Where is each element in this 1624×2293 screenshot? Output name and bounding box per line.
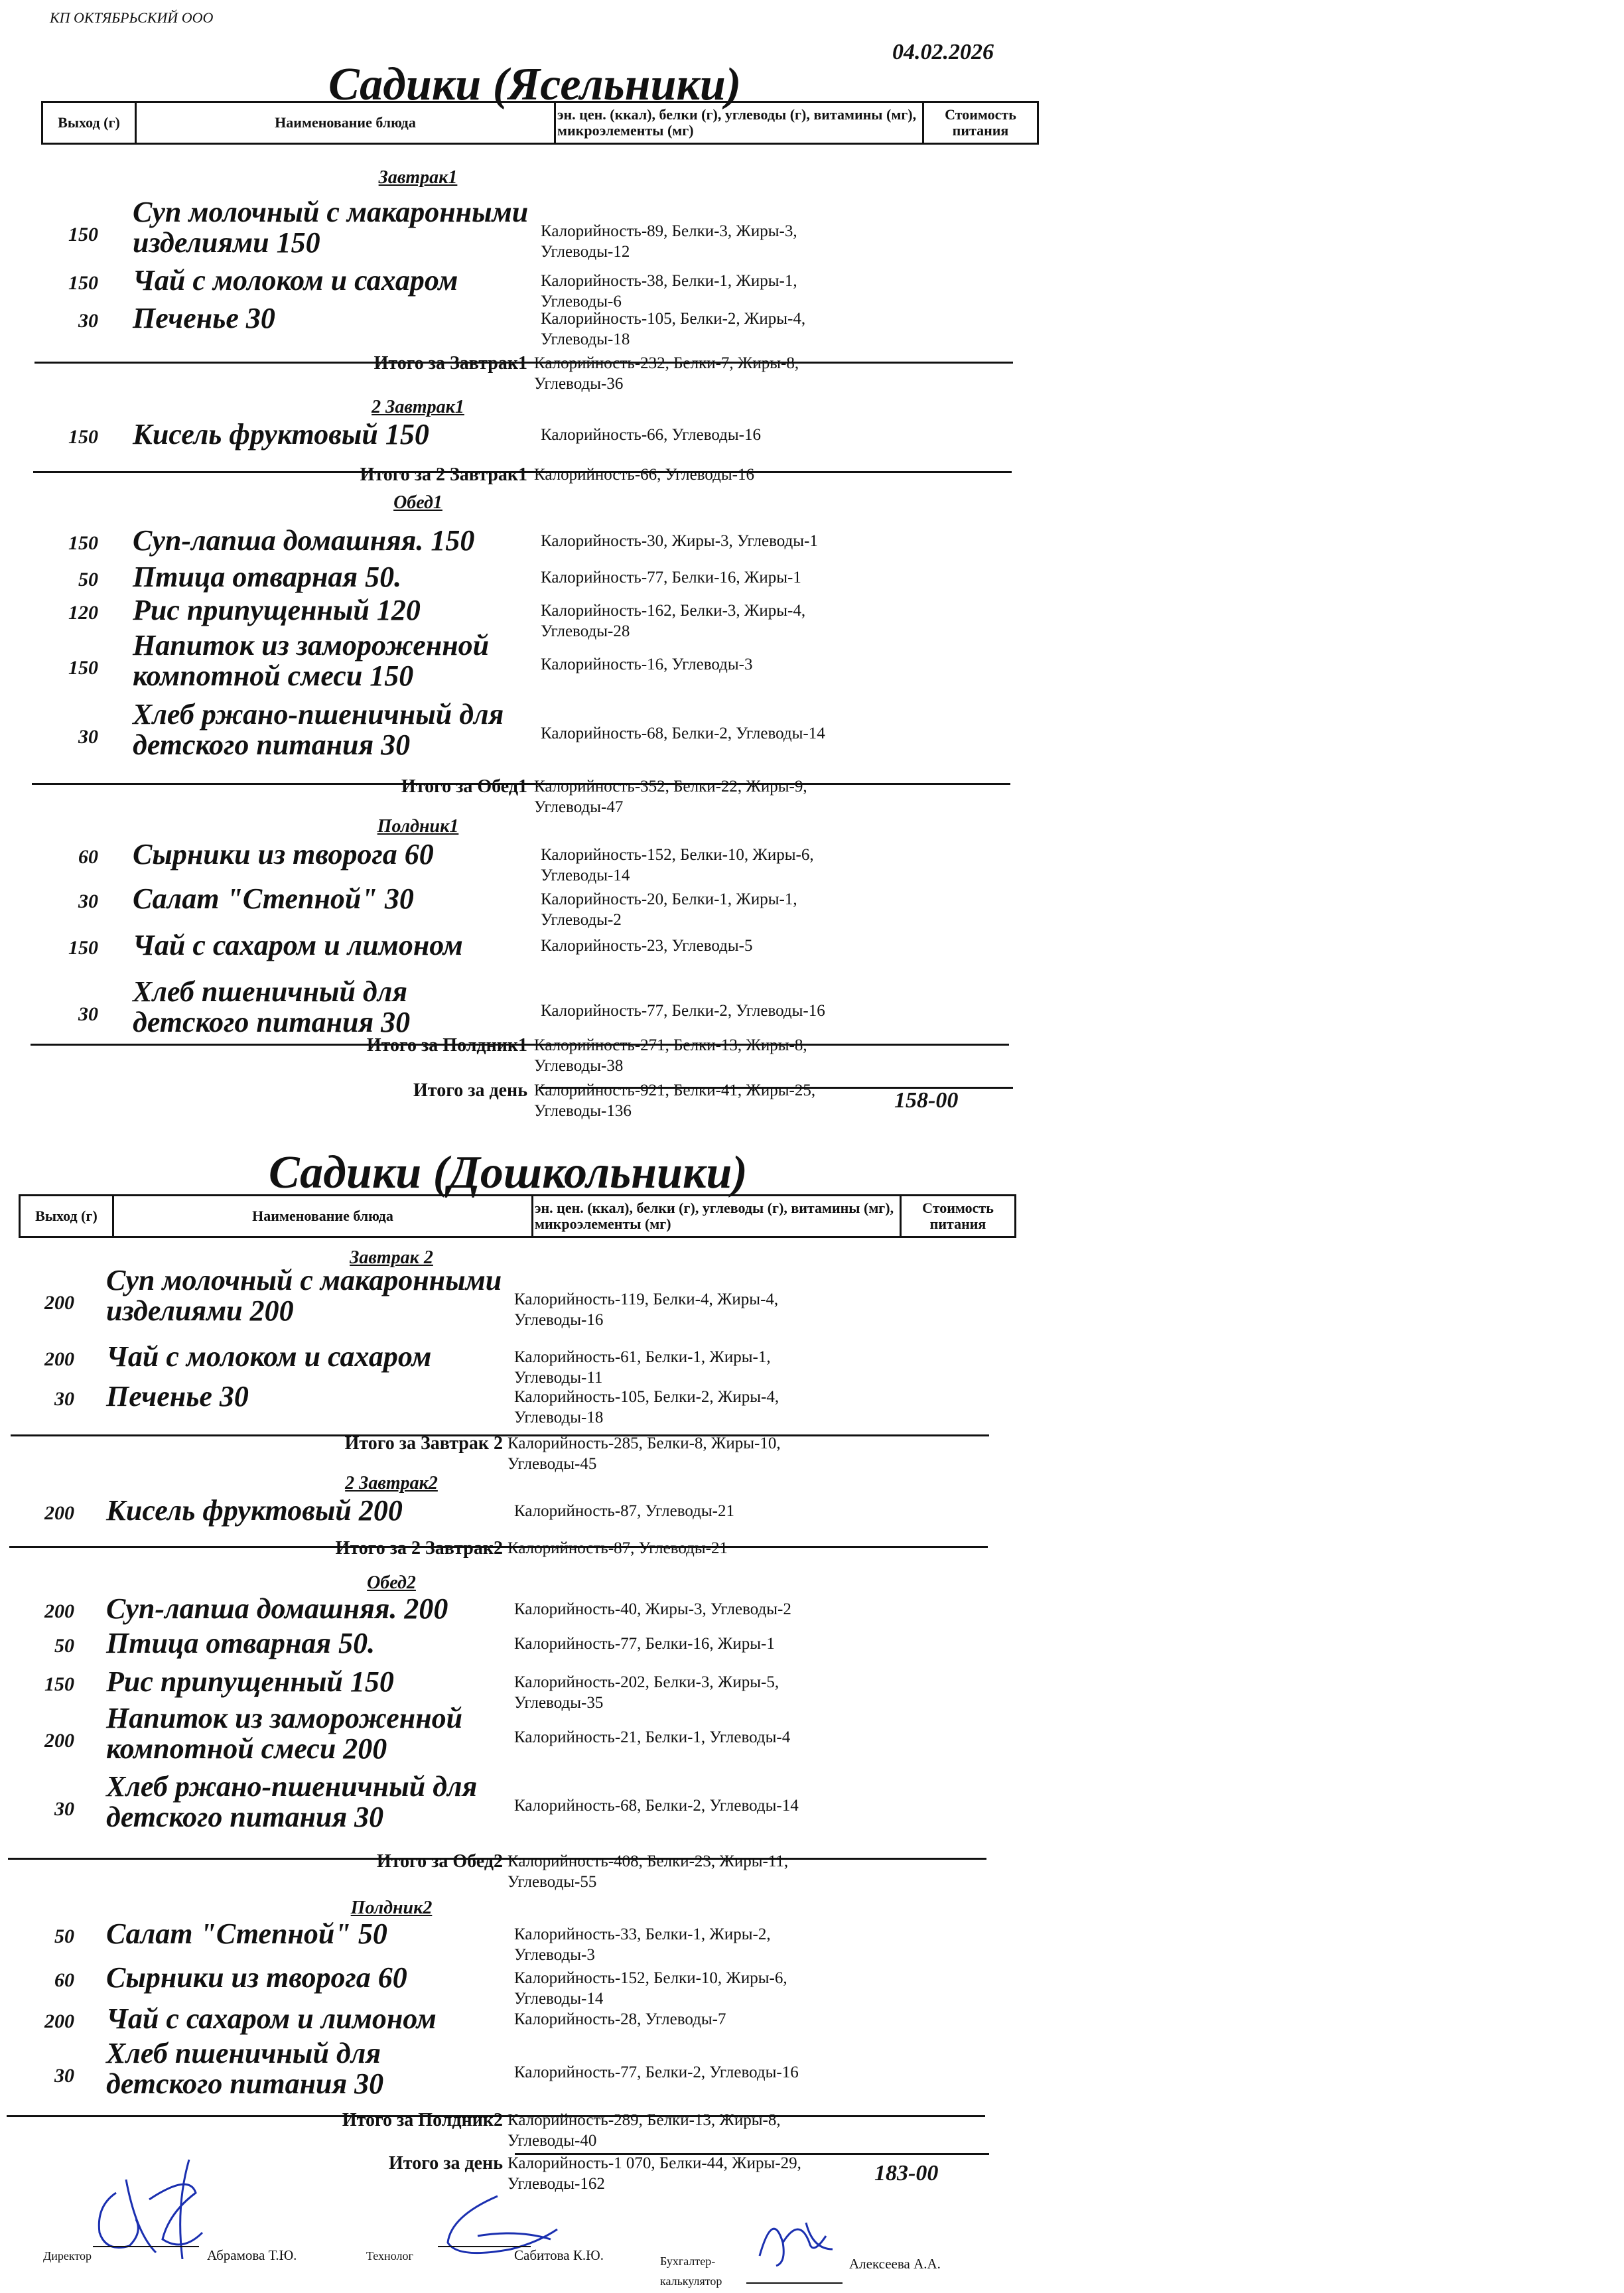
item-nutrition: Калорийность-16, Углеводы-3	[541, 656, 753, 673]
item-nutrition: Калорийность-105, Белки-2, Жиры-4, Углеводы-18	[541, 310, 806, 348]
item-nutrition: Калорийность-68, Белки-2, Углеводы-14	[514, 1797, 799, 1815]
section-total-label: Итого за Обед1	[401, 776, 527, 797]
menu-title: Садики (Дошкольники)	[269, 1147, 748, 1198]
section-total-label: Итого за Обед2	[376, 1851, 503, 1872]
menu-title: Садики (Ясельники)	[328, 59, 742, 110]
item-nutrition: Калорийность-77, Белки-2, Углеводы-16	[541, 1002, 825, 1020]
organization-name: КП ОКТЯБРЬСКИЙ ООО	[50, 9, 214, 26]
item-dish-name: Хлеб ржано-пшеничный для детского питания 30	[133, 698, 504, 761]
item-nutrition: Калорийность-119, Белки-4, Жиры-4, Углеводы-16	[514, 1290, 779, 1329]
item-dish-name: Чай с молоком и сахаром	[106, 1340, 432, 1373]
column-dish-name: Наименование блюда	[113, 1196, 533, 1237]
section-heading: Завтрак1	[378, 167, 458, 188]
item-dish-name: Печенье 30	[106, 1380, 249, 1413]
section-heading: Обед2	[367, 1572, 416, 1593]
section-total-label: Итого за Полдник1	[366, 1035, 527, 1056]
director-signature	[90, 2153, 229, 2259]
item-dish-name: Хлеб ржано-пшеничный для детского питания 30	[106, 1770, 478, 1833]
item-nutrition: Калорийность-152, Белки-10, Жиры-6, Углеводы-14	[541, 846, 814, 884]
item-weight: 30	[54, 1388, 74, 1410]
item-nutrition: Калорийность-162, Белки-3, Жиры-4, Углеводы-28	[541, 602, 806, 640]
item-nutrition: Калорийность-77, Белки-2, Углеводы-16	[514, 2063, 799, 2081]
column-cost: Стоимость питания	[923, 102, 1038, 144]
item-dish-name: Чай с сахаром и лимоном	[133, 929, 463, 961]
item-weight: 60	[78, 846, 98, 868]
item-weight: 50	[54, 1635, 74, 1657]
item-weight: 200	[44, 1348, 74, 1370]
section-heading: Завтрак 2	[350, 1247, 433, 1268]
technologist-label: Технолог	[366, 2249, 413, 2262]
section-total-label: Итого за Завтрак1	[373, 353, 527, 374]
item-dish-name: Напиток из замороженной компотной смеси 150	[133, 629, 490, 692]
item-nutrition: Калорийность-89, Белки-3, Жиры-3, Углеводы-12	[541, 222, 797, 261]
item-dish-name: Сырники из творога 60	[133, 838, 434, 870]
item-nutrition: Калорийность-33, Белки-1, Жиры-2, Углеводы-3	[514, 1925, 771, 1964]
item-nutrition: Калорийность-66, Углеводы-16	[541, 426, 761, 444]
item-weight: 150	[68, 532, 98, 554]
item-nutrition: Калорийность-23, Углеводы-5	[541, 937, 753, 955]
section-total-nutrition: Калорийность-352, Белки-22, Жиры-9, Углеводы-47	[534, 778, 807, 816]
item-weight: 120	[68, 602, 98, 624]
section-total-nutrition: Калорийность-285, Белки-8, Жиры-10, Углеводы-45	[508, 1434, 781, 1473]
item-nutrition: Калорийность-77, Белки-16, Жиры-1	[541, 569, 801, 587]
section-total-label: Итого за Завтрак 2	[344, 1433, 503, 1454]
column-weight: Выход (г)	[20, 1196, 113, 1237]
day-total-nutrition: Калорийность-921, Белки-41, Жиры-25, Углеводы-136	[534, 1081, 816, 1120]
item-dish-name: Напиток из замороженной компотной смеси 200	[106, 1702, 463, 1765]
item-nutrition: Калорийность-152, Белки-10, Жиры-6, Углеводы-14	[514, 1969, 787, 2008]
item-nutrition: Калорийность-105, Белки-2, Жиры-4, Углеводы-18	[514, 1388, 779, 1426]
item-dish-name: Чай с сахаром и лимоном	[106, 2002, 437, 2035]
section-total-nutrition: Калорийность-271, Белки-13, Жиры-8, Углеводы-38	[534, 1036, 807, 1075]
section-heading: Обед1	[393, 492, 442, 513]
column-nutrition: эн. цен. (ккал), белки (г), углеводы (г), витамины (мг), микроэлементы (мг)	[555, 102, 923, 144]
item-dish-name: Птица отварная 50.	[133, 561, 402, 593]
item-dish-name: Суп-лапша домашняя. 150	[133, 524, 475, 557]
day-total-nutrition: Калорийность-1 070, Белки-44, Жиры-29, Углеводы-162	[508, 2154, 801, 2193]
item-dish-name: Печенье 30	[133, 302, 275, 334]
section-total-nutrition: Калорийность-289, Белки-13, Жиры-8, Углеводы-40	[508, 2111, 781, 2150]
section-total-label: Итого за Полдник2	[342, 2110, 503, 2130]
item-weight: 60	[54, 1969, 74, 1991]
item-weight: 30	[78, 890, 98, 912]
item-weight: 50	[54, 1925, 74, 1947]
section-total-label: Итого за 2 Завтрак2	[335, 1538, 503, 1559]
column-dish-name: Наименование блюда	[136, 102, 555, 144]
section-total-nutrition: Калорийность-408, Белки-23, Жиры-11, Углеводы-55	[508, 1852, 789, 1891]
item-weight: 200	[44, 1502, 74, 1524]
item-weight: 200	[44, 1292, 74, 1314]
item-dish-name: Кисель фруктовый 200	[106, 1494, 403, 1527]
item-dish-name: Чай с молоком и сахаром	[133, 264, 458, 297]
item-nutrition: Калорийность-28, Углеводы-7	[514, 2010, 726, 2028]
item-weight: 150	[68, 426, 98, 448]
section-heading: Полдник2	[350, 1898, 433, 1918]
item-nutrition: Калорийность-68, Белки-2, Углеводы-14	[541, 725, 825, 742]
section-heading: 2 Завтрак2	[345, 1473, 438, 1494]
director-name: Абрамова Т.Ю.	[207, 2247, 297, 2263]
item-dish-name: Сырники из творога 60	[106, 1961, 407, 1994]
day-total-label: Итого за день	[413, 1080, 527, 1101]
item-weight: 150	[68, 272, 98, 294]
item-nutrition: Калорийность-87, Углеводы-21	[514, 1502, 734, 1520]
item-nutrition: Калорийность-77, Белки-16, Жиры-1	[514, 1635, 775, 1653]
technologist-name: Сабитова К.Ю.	[514, 2247, 604, 2263]
accountant-name: Алексеева А.А.	[849, 2256, 941, 2272]
item-weight: 30	[54, 2065, 74, 2087]
item-nutrition: Калорийность-38, Белки-1, Жиры-1, Углеводы-6	[541, 272, 797, 311]
item-nutrition: Калорийность-21, Белки-1, Углеводы-4	[514, 1728, 791, 1746]
item-weight: 30	[54, 1798, 74, 1820]
item-nutrition: Калорийность-40, Жиры-3, Углеводы-2	[514, 1600, 791, 1618]
column-weight: Выход (г)	[42, 102, 136, 144]
section-heading: 2 Завтрак1	[372, 397, 464, 417]
column-cost: Стоимость питания	[901, 1196, 1016, 1237]
item-weight: 150	[68, 937, 98, 959]
menu-header-table	[41, 101, 1039, 145]
section-heading: Полдник1	[377, 816, 459, 837]
item-dish-name: Суп-лапша домашняя. 200	[106, 1592, 448, 1625]
item-dish-name: Кисель фруктовый 150	[133, 418, 429, 451]
item-dish-name: Рис припущенный 120	[133, 594, 421, 626]
item-weight: 30	[78, 1003, 98, 1025]
item-weight: 150	[44, 1673, 74, 1695]
item-weight: 150	[68, 224, 98, 245]
day-price: 183-00	[874, 2161, 939, 2186]
item-nutrition: Калорийность-202, Белки-3, Жиры-5, Углеводы-35	[514, 1673, 779, 1712]
section-total-label: Итого за 2 Завтрак1	[360, 464, 527, 485]
accountant-label: Бухгалтер-калькулятор	[660, 2255, 722, 2288]
section-total-nutrition: Калорийность-232, Белки-7, Жиры-8, Углеводы-36	[534, 354, 799, 393]
item-dish-name: Суп молочный с макаронными изделиями 200	[106, 1264, 502, 1327]
item-dish-name: Хлеб пшеничный для детского питания 30	[133, 975, 411, 1038]
item-weight: 200	[44, 2010, 74, 2032]
item-nutrition: Калорийность-30, Жиры-3, Углеводы-1	[541, 532, 818, 550]
item-dish-name: Салат "Степной" 50	[106, 1917, 387, 1950]
section-total-nutrition: Калорийность-66, Углеводы-16	[534, 466, 754, 484]
item-nutrition: Калорийность-20, Белки-1, Жиры-1, Углеводы-2	[541, 890, 797, 929]
item-nutrition: Калорийность-61, Белки-1, Жиры-1, Углеводы-11	[514, 1348, 771, 1387]
item-dish-name: Рис припущенный 150	[106, 1665, 394, 1698]
accountant-signature	[746, 2203, 846, 2269]
item-weight: 150	[68, 657, 98, 679]
day-total-label: Итого за день	[389, 2153, 503, 2174]
day-price: 158-00	[894, 1088, 959, 1113]
item-weight: 30	[78, 726, 98, 748]
column-nutrition: эн. цен. (ккал), белки (г), углеводы (г), витамины (мг), микроэлементы (мг)	[533, 1196, 901, 1237]
item-dish-name: Птица отварная 50.	[106, 1627, 375, 1659]
item-weight: 50	[78, 569, 98, 591]
item-dish-name: Хлеб пшеничный для детского питания 30	[106, 2037, 384, 2100]
item-weight: 200	[44, 1730, 74, 1752]
item-weight: 200	[44, 1600, 74, 1622]
item-dish-name: Суп молочный с макаронными изделиями 150	[133, 196, 529, 259]
item-dish-name: Салат "Степной" 30	[133, 882, 414, 915]
section-total-nutrition: Калорийность-87, Углеводы-21	[508, 1539, 728, 1557]
document-date: 04.02.2026	[892, 40, 994, 64]
director-label: Директор	[43, 2249, 92, 2262]
menu-header-table	[19, 1194, 1016, 1238]
item-weight: 30	[78, 310, 98, 332]
